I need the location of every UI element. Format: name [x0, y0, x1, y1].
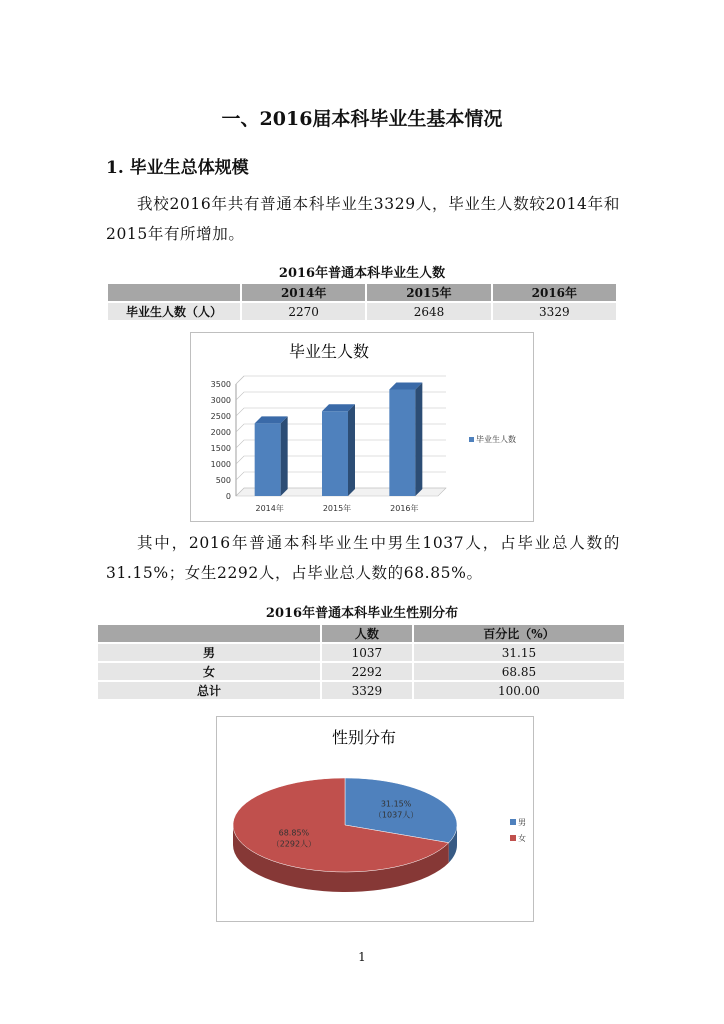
- pie-data-label: 31.15%: [380, 799, 412, 809]
- bar-chart: [190, 332, 534, 522]
- y-tick-label: 1500: [210, 444, 231, 453]
- bar: [255, 416, 288, 496]
- intro-paragraph: 我校2016年共有普通本科毕业生3329人，毕业生人数较2014年和 2015年有所增加。: [106, 195, 620, 243]
- chart-title: 性别分布: [331, 728, 397, 747]
- legend-swatch: [510, 835, 516, 841]
- bar: [389, 382, 422, 496]
- table-row: [98, 682, 624, 699]
- table-header-row: [98, 625, 624, 642]
- table-header-cell: 人数: [322, 625, 412, 642]
- gender-table-caption: 2016年普通本科毕业生性别分布: [265, 606, 459, 621]
- y-tick-label: 2500: [210, 412, 231, 421]
- pie-chart-svg: [217, 717, 533, 921]
- legend-label: 毕业生人数: [476, 435, 516, 444]
- table-cell: 3329: [322, 682, 412, 699]
- x-tick-label: 2014年: [255, 504, 284, 513]
- gender-table: [96, 623, 626, 701]
- y-tick-label: 3500: [210, 380, 231, 389]
- table-cell: 2648: [367, 303, 490, 320]
- pie-data-sublabel: （2292人）: [271, 839, 317, 849]
- table-header-cell: [98, 625, 320, 642]
- pie-data-label: 68.85%: [278, 828, 310, 838]
- table-row: [98, 663, 624, 680]
- legend-swatch: [469, 437, 474, 442]
- y-tick-label: 0: [225, 492, 231, 501]
- gender-paragraph: 其中，2016年普通本科毕业生中男生1037人，占毕业总人数的31.15%；女生2292人，占毕业总人数的68.85%。: [106, 534, 620, 582]
- x-tick-label: 2016年: [390, 504, 419, 513]
- graduates-table: [106, 282, 618, 322]
- x-tick-label: 2015年: [322, 504, 352, 513]
- table-row-label: 总计: [98, 682, 320, 699]
- table-caption: 2016年普通本科毕业生人数: [278, 266, 446, 281]
- table-cell: 68.85: [414, 663, 624, 680]
- pie-data-sublabel: （1037人）: [373, 810, 419, 820]
- table-header-cell: 2014年: [242, 284, 365, 301]
- table-row-label: 男: [98, 644, 320, 661]
- y-tick-label: 3000: [210, 396, 231, 405]
- bar: [322, 404, 355, 496]
- table-cell: 1037: [322, 644, 412, 661]
- table-row: [108, 303, 616, 320]
- legend-label: 女: [518, 834, 526, 843]
- chart-title: 毕业生人数: [288, 342, 370, 361]
- section-title: 1. 毕业生总体规模: [106, 158, 249, 178]
- table-header-cell: 百分比（%）: [414, 625, 624, 642]
- table-header-cell: [108, 284, 240, 301]
- table-header-row: [108, 284, 616, 301]
- page-number: 1: [358, 950, 366, 964]
- table-cell: 3329: [493, 303, 616, 320]
- y-tick-label: 2000: [210, 428, 231, 437]
- y-tick-label: 1000: [210, 460, 231, 469]
- table-row: [98, 644, 624, 661]
- table-cell: 2292: [322, 663, 412, 680]
- page-heading: 一、2016届本科毕业生基本情况: [221, 108, 503, 130]
- y-tick-label: 500: [215, 476, 231, 485]
- table-row-label: 毕业生人数（人）: [108, 303, 240, 320]
- table-cell: 100.00: [414, 682, 624, 699]
- pie-chart: [216, 716, 534, 922]
- table-cell: 2270: [242, 303, 365, 320]
- table-row-label: 女: [98, 663, 320, 680]
- legend-swatch: [510, 819, 516, 825]
- table-header-cell: 2016年: [493, 284, 616, 301]
- table-header-cell: 2015年: [367, 284, 490, 301]
- legend-label: 男: [518, 818, 526, 827]
- bar-chart-svg: [191, 333, 533, 521]
- table-cell: 31.15: [414, 644, 624, 661]
